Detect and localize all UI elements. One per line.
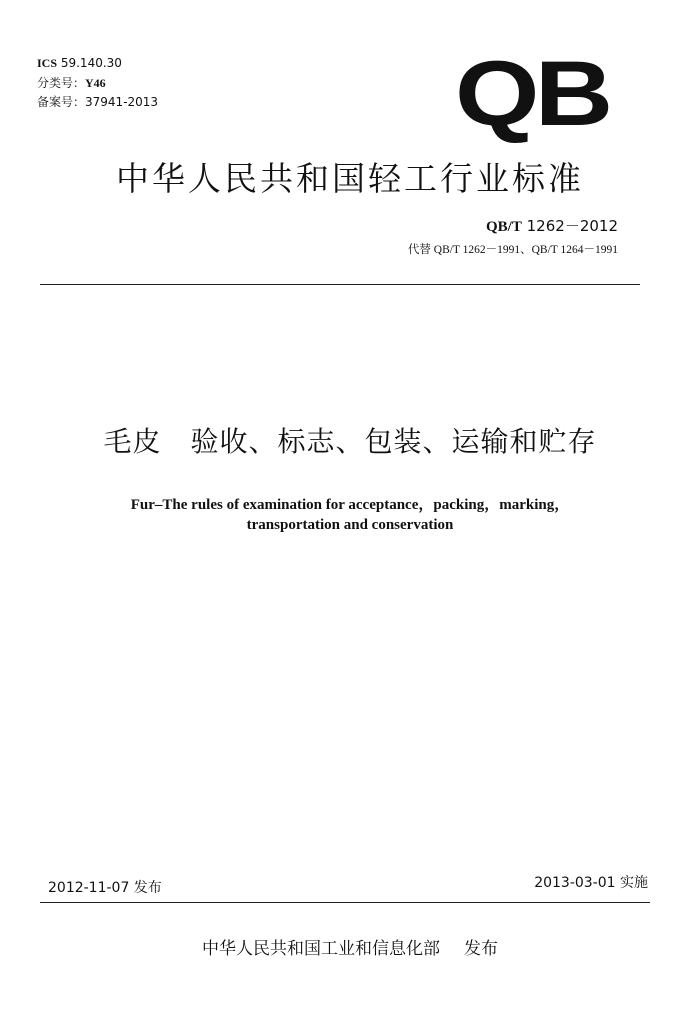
filing-line [37,95,158,109]
ics-label: ICS [37,56,58,70]
filing-value: 37941-2013 [85,95,159,109]
page-title: 中华人民共和国轻工行业标准 [116,159,584,198]
category-line [37,76,106,90]
issuer-name: 中华人民共和国工业和信息化部 [202,939,440,959]
standard-number [486,215,618,236]
document-title-english-line2: transportation and conservation [246,517,454,533]
issue-date: 2012-11-07 发布 [48,880,162,896]
document-title-english-line1: Fur–The rules of examination for acceptance，packing，marking， [130,497,570,513]
ics-value: 59.140.30 [60,56,122,70]
standard-code: QB/T [486,219,522,235]
filing-label: 备案号： [37,95,86,109]
category-label: 分类号： [37,76,86,90]
standard-number-value: 1262－2012 [526,217,618,235]
bottom-divider [40,902,650,903]
qb-logo: QB [455,43,609,145]
top-divider [40,284,640,285]
document-title-chinese: 毛皮 验收、标志、包装、运输和贮存 [103,425,597,458]
issuer-action: 发布 [464,939,498,959]
ics-line [37,56,122,70]
category-value: Y46 [85,76,106,90]
issuer-line [0,934,700,959]
implementation-date: 2013-03-01 实施 [534,875,648,891]
replaces-standards: 代替 QB/T 1262－1991、QB/T 1264－1991 [407,244,618,256]
